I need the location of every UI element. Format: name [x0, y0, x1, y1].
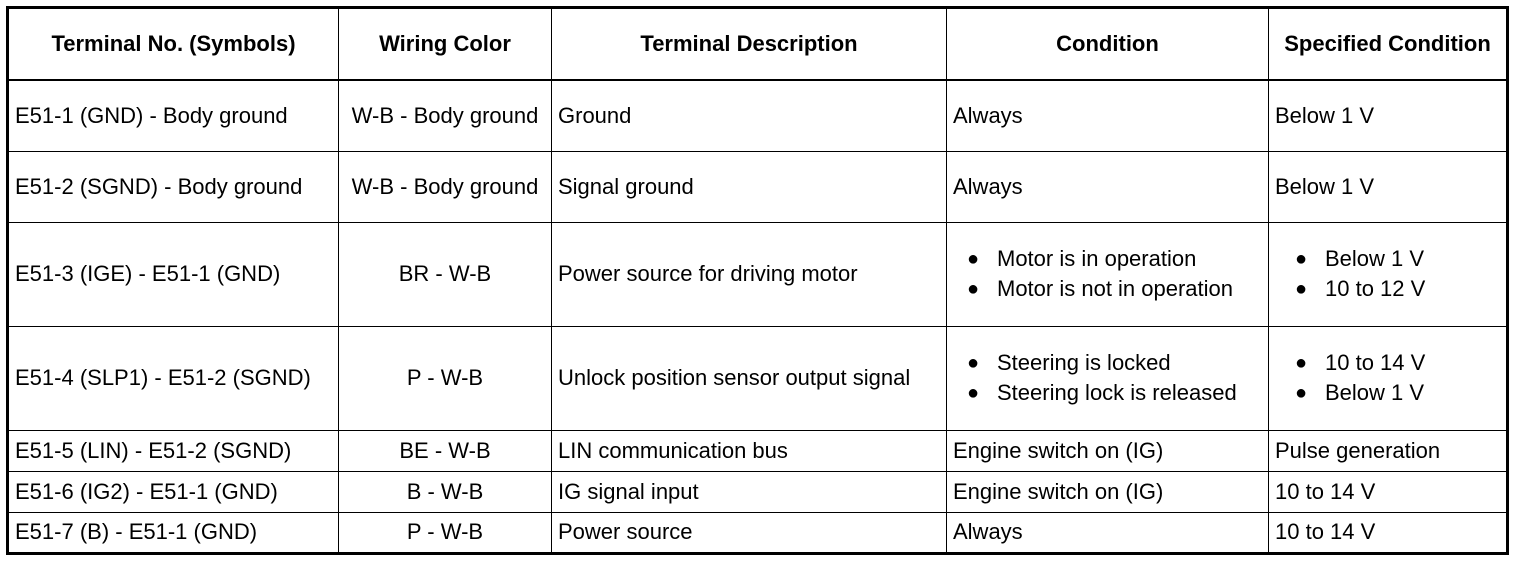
- wiring-cell: B - W-B: [339, 471, 552, 512]
- condition-bullet-list: [953, 244, 1262, 304]
- table-row: [8, 430, 1508, 471]
- condition-cell: Engine switch on (IG): [947, 430, 1269, 471]
- specified-cell: Below 1 V: [1269, 151, 1508, 222]
- description-cell: Power source for driving motor: [552, 222, 947, 326]
- terminal-spec-table: [6, 6, 1509, 555]
- table-row: [8, 471, 1508, 512]
- condition-cell: Engine switch on (IG): [947, 471, 1269, 512]
- condition-bullet-item: ● Steering lock is released: [953, 378, 1262, 408]
- header-specified-condition: Specified Condition: [1269, 8, 1508, 81]
- wiring-cell: P - W-B: [339, 326, 552, 430]
- condition-cell: Always: [947, 80, 1269, 151]
- wiring-cell: BE - W-B: [339, 430, 552, 471]
- terminal-cell: E51-1 (GND) - Body ground: [8, 80, 339, 151]
- terminal-cell: E51-5 (LIN) - E51-2 (SGND): [8, 430, 339, 471]
- terminal-cell: E51-2 (SGND) - Body ground: [8, 151, 339, 222]
- condition-cell: [947, 326, 1269, 430]
- specified-cell: [1269, 222, 1508, 326]
- wiring-cell: W-B - Body ground: [339, 151, 552, 222]
- description-cell: LIN communication bus: [552, 430, 947, 471]
- specified-bullet-item: ● 10 to 14 V: [1275, 348, 1500, 378]
- description-cell: Ground: [552, 80, 947, 151]
- specified-bullet-item: ● Below 1 V: [1275, 378, 1500, 408]
- description-cell: Unlock position sensor output signal: [552, 326, 947, 430]
- specified-cell: [1269, 326, 1508, 430]
- terminal-cell: E51-3 (IGE) - E51-1 (GND): [8, 222, 339, 326]
- specified-bullet-list: [1275, 348, 1500, 408]
- terminal-cell: E51-6 (IG2) - E51-1 (GND): [8, 471, 339, 512]
- condition-cell: Always: [947, 512, 1269, 553]
- specified-cell: Below 1 V: [1269, 80, 1508, 151]
- condition-bullet-item: ● Steering is locked: [953, 348, 1262, 378]
- header-terminal: Terminal No. (Symbols): [8, 8, 339, 81]
- header-terminal-description: Terminal Description: [552, 8, 947, 81]
- condition-bullet-item: ● Motor is not in operation: [953, 274, 1262, 304]
- wiring-cell: P - W-B: [339, 512, 552, 553]
- specified-cell: 10 to 14 V: [1269, 512, 1508, 553]
- table-row: [8, 222, 1508, 326]
- description-cell: Signal ground: [552, 151, 947, 222]
- header-row: [8, 8, 1508, 81]
- specified-bullet-list: [1275, 244, 1500, 304]
- header-condition: Condition: [947, 8, 1269, 81]
- specified-cell: Pulse generation: [1269, 430, 1508, 471]
- condition-bullet-list: [953, 348, 1262, 408]
- wiring-cell: BR - W-B: [339, 222, 552, 326]
- table-row: [8, 512, 1508, 553]
- description-cell: IG signal input: [552, 471, 947, 512]
- condition-bullet-item: ● Motor is in operation: [953, 244, 1262, 274]
- terminal-cell: E51-7 (B) - E51-1 (GND): [8, 512, 339, 553]
- table-row: [8, 151, 1508, 222]
- specified-bullet-item: ● Below 1 V: [1275, 244, 1500, 274]
- description-cell: Power source: [552, 512, 947, 553]
- terminal-cell: E51-4 (SLP1) - E51-2 (SGND): [8, 326, 339, 430]
- wiring-cell: W-B - Body ground: [339, 80, 552, 151]
- specified-bullet-item: ● 10 to 12 V: [1275, 274, 1500, 304]
- table-row: [8, 326, 1508, 430]
- table-row: [8, 80, 1508, 151]
- specified-cell: 10 to 14 V: [1269, 471, 1508, 512]
- condition-cell: Always: [947, 151, 1269, 222]
- header-wiring-color: Wiring Color: [339, 8, 552, 81]
- condition-cell: [947, 222, 1269, 326]
